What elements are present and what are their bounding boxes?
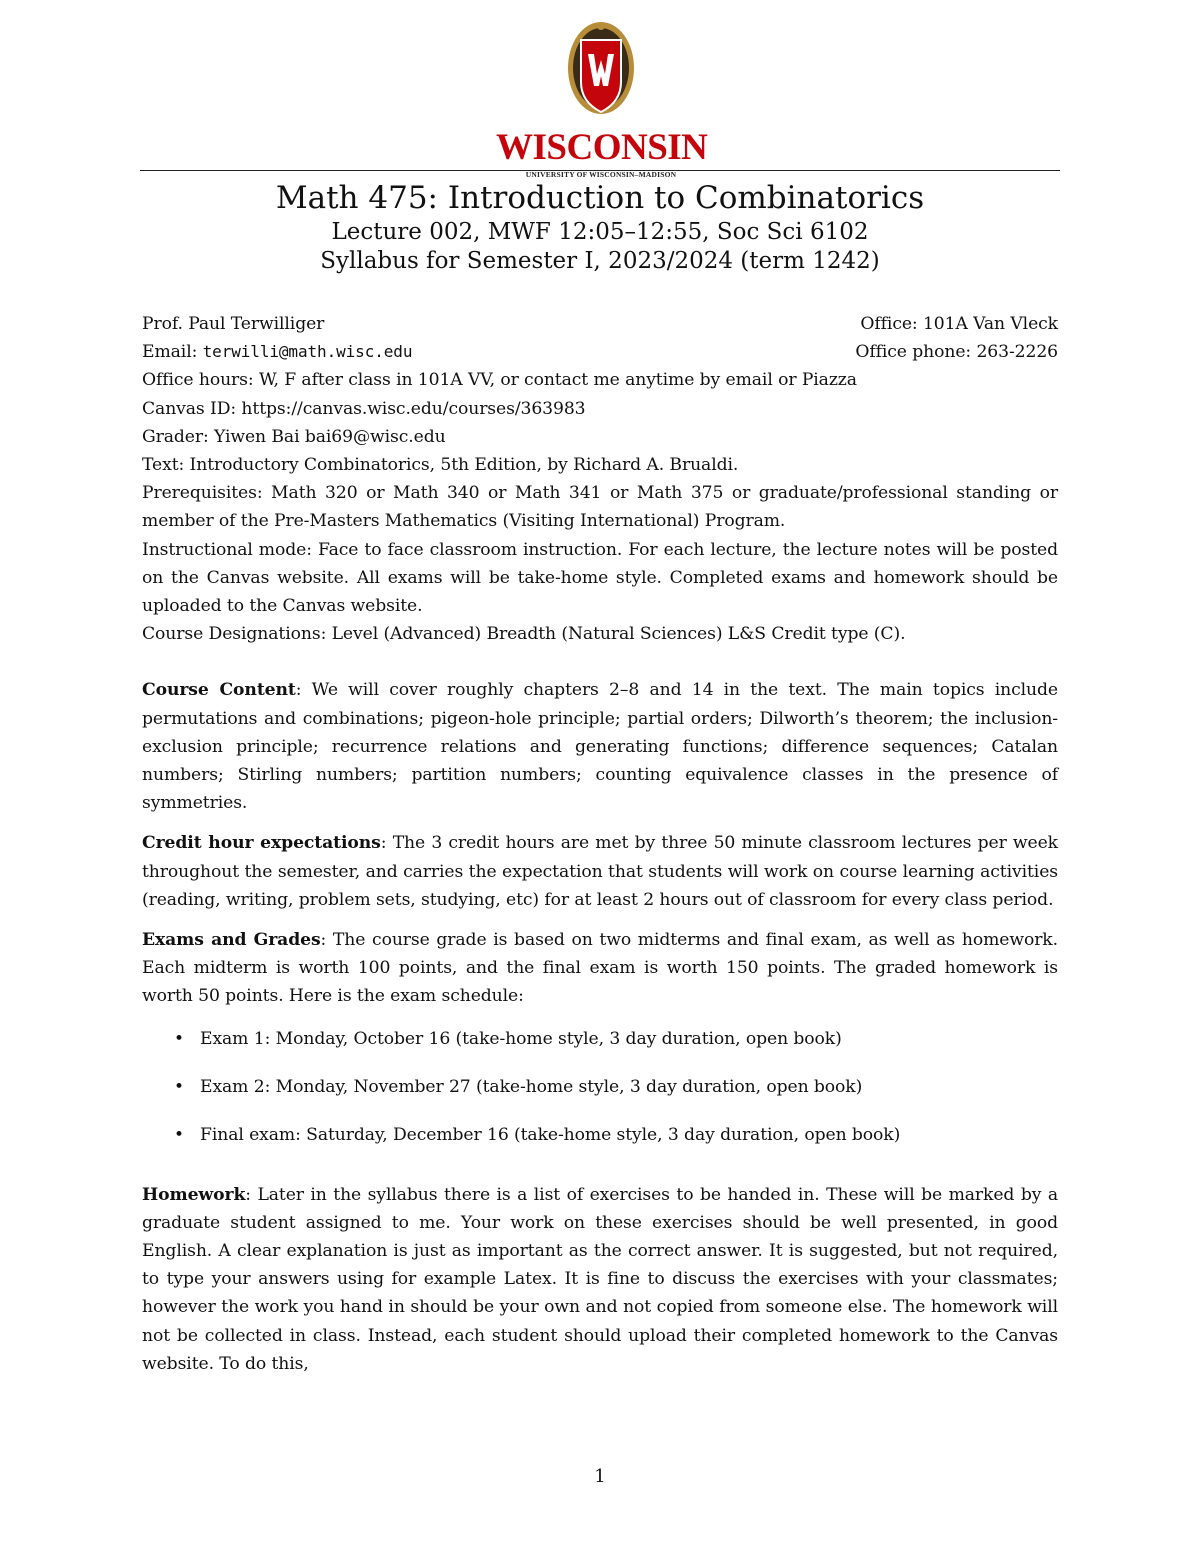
wisconsin-crest-icon [566,20,636,120]
syllabus-body [142,310,1058,1378]
course-designations: Course Designations: Level (Advanced) Breadth (Natural Sciences) L&S Credit type (C). [142,624,906,645]
homework-text: : Later in the syllabus there is a list of exercises to be handed in. These will be marked by a graduate student assigned to me. Your work on these exercises should be well presented, in good English. A clear explanation is just as important as the correct answer. It is suggested, but not required, to type your answers using for example Latex. It is fine to discuss the exercises with your classmates; however the work you hand in should be your own and not copied from someone else. The homework will not be collected in class. Instead, each student should upload their completed homework to the Canvas website. To do this, [142,1184,1058,1374]
exam-schedule-list [142,1025,1058,1149]
homework-heading: Homework [142,1184,246,1205]
office-hours: Office hours: W, F after class in 101A VV, or contact me anytime by email or Piazza [142,370,857,391]
course-content-paragraph [142,676,1058,817]
list-item: • Final exam: Saturday, December 16 (take-home style, 3 day duration, open book) [142,1121,1058,1149]
office-phone: Office phone: 263-2226 [855,342,1058,363]
instructional-mode: Instructional mode: Face to face classroom instruction. For each lecture, the lecture notes will be posted on the Canvas website. All exams will be take-home style. Completed exams and homework should be uploaded to the Canvas website. [142,539,1058,617]
homework-paragraph [142,1181,1058,1378]
prerequisites: Prerequisites: Math 320 or Math 340 or Math 341 or Math 375 or graduate/professional standing or member of the Pre-Masters Mathematics (Visiting International) Program. [142,483,1058,532]
title-block [140,178,1060,276]
grader: Grader: Yiwen Bai bai69@wisc.edu [142,426,446,447]
office-location: Office: 101A Van Vleck [860,314,1058,334]
exams-grades-heading: Exams and Grades [142,930,321,951]
credit-hours-text: : The 3 credit hours are met by three 50 minute classroom lectures per week throughout the semester, and carries the expectation that students will work on course learning activities (reading, writing, problem sets, studying, etc) for at least 2 hours out of classroom for every class period. [142,833,1058,910]
header-rule [140,170,1060,171]
list-item: • Exam 1: Monday, October 16 (take-home style, 3 day duration, open book) [142,1025,1058,1053]
lecture-info: Lecture 002, MWF 12:05–12:55, Soc Sci 6102 [331,219,869,245]
prof-row [142,310,1058,338]
email-label: Email: [142,342,203,363]
course-title: Math 475: Introduction to Combinatorics [275,180,925,216]
email-address: terwilli@math.wisc.edu [202,342,413,362]
list-item: • Exam 2: Monday, November 27 (take-home style, 3 day duration, open book) [142,1073,1058,1101]
email-row [142,338,1058,366]
textbook: Text: Introductory Combinatorics, 5th Edition, by Richard A. Brualdi. [142,455,739,476]
course-content-text: : We will cover roughly chapters 2–8 and 14 in the text. The main topics include permutations and combinations; pigeon-hole principle; partial orders; Dilworth’s theorem; the inclusion-exclusion principle; recurrence relations and generating functions; difference sequences; Catalan numbers; Stirling numbers; partition numbers; counting equivalence classes in the presence of symmetries. [142,680,1058,814]
university-logo [496,20,708,179]
credit-hours-heading: Credit hour expectations [142,833,381,854]
university-subtitle: UNIVERSITY OF WISCONSIN–MADISON [525,170,677,179]
page-number: 1 [594,1466,606,1487]
wordmark: WISCONSIN [496,127,708,168]
canvas-id: Canvas ID: https://canvas.wisc.edu/courses/363983 [142,398,586,419]
syllabus-term: Syllabus for Semester I, 2023/2024 (term 1242) [320,248,880,274]
email-line [142,338,412,366]
credit-hours-paragraph [142,829,1058,914]
professor-name: Prof. Paul Terwilliger [142,314,325,334]
course-content-heading: Course Content [142,680,296,701]
exams-grades-text: : The course grade is based on two midterms and final exam, as well as homework. Each midterm is worth 100 points, and the final exam is worth 150 points. The graded homework is worth 50 points. Here is the exam schedule: [142,930,1058,1007]
exams-grades-paragraph [142,926,1058,1011]
